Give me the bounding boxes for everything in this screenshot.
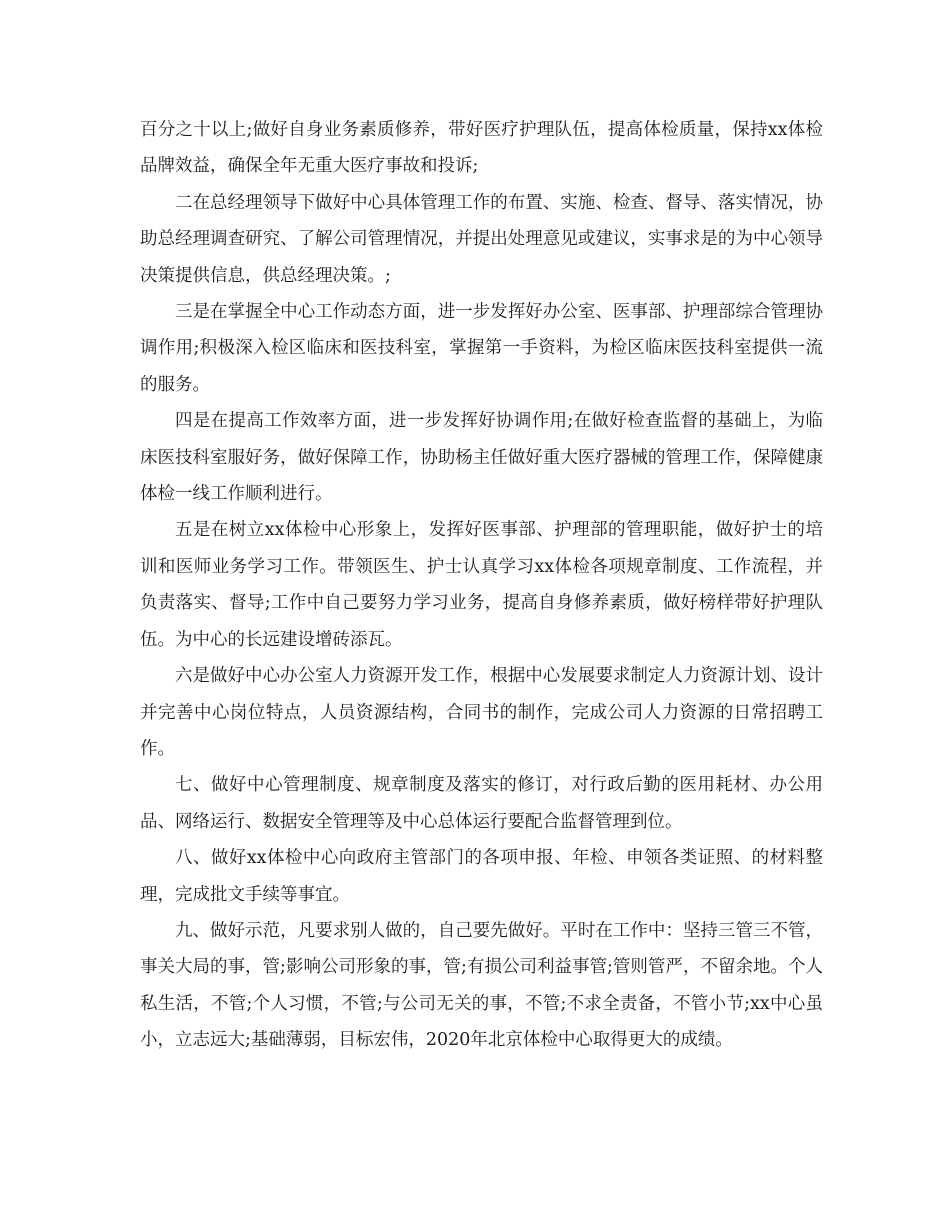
paragraph-item-9: 九、做好示范，凡要求别人做的，自己要先做好。平时在工作中：坚持三管三不管，事关大局的事，管;影响公司形象的事，管;有损公司利益事管;管则管严，不留余地。个人私生活，不管;个人习惯，不管;与公司无关的事，不管;不求全责备，不管小节;xx中心虽小，立志远大;基础薄弱，目标宏伟，2020年北京体检中心取得更大的成绩。 xyxy=(140,920,823,1051)
paragraph-item-6: 六是做好中心办公室人力资源开发工作，根据中心发展要求制定人力资源计划、设计并完善中心岗位特点，人员资源结构，合同书的制作，完成公司人力资源的日常招聘工作。 xyxy=(140,666,823,759)
paragraph-item-5: 五是在树立xx体检中心形象上，发挥好医事部、护理部的管理职能，做好护士的培训和医师业务学习工作。带领医生、护士认真学习xx体检各项规章制度、工作流程，并负责落实、督导;工作中自己要努力学习业务，提高自身修养素质，做好榜样带好护理队伍。为中心的长远建设增砖添瓦。 xyxy=(140,520,823,650)
document-body xyxy=(140,112,823,1059)
paragraph-item-2: 二在总经理领导下做好中心具体管理工作的布置、实施、检查、督导、落实情况，协助总经理调查研究、了解公司管理情况，并提出处理意见或建议，实事求是的为中心领导决策提供信息，供总经理决策。; xyxy=(140,192,823,286)
paragraph-item-7: 七、做好中心管理制度、规章制度及落实的修订，对行政后勤的医用耗材、办公用品、网络运行、数据安全管理等及中心总体运行要配合监督管理到位。 xyxy=(140,775,823,832)
paragraph-item-8: 八、做好xx体检中心向政府主管部门的各项申报、年检、申领各类证照、的材料整理，完成批文手续等事宜。 xyxy=(140,848,823,905)
paragraph-continuation: 百分之十以上;做好自身业务素质修养，带好医疗护理队伍，提高体检质量，保持xx体检品牌效益，确保全年无重大医疗事故和投诉; xyxy=(140,120,823,177)
paragraph-item-3: 三是在掌握全中心工作动态方面，进一步发挥好办公室、医事部、护理部综合管理协调作用;积极深入检区临床和医技科室，掌握第一手资料，为检区临床医技科室提供一流的服务。 xyxy=(140,302,823,395)
paragraph-item-4: 四是在提高工作效率方面，进一步发挥好协调作用;在做好检查监督的基础上，为临床医技科室服好务，做好保障工作，协助杨主任做好重大医疗器械的管理工作，保障健康体检一线工作顺利进行。 xyxy=(140,411,823,505)
